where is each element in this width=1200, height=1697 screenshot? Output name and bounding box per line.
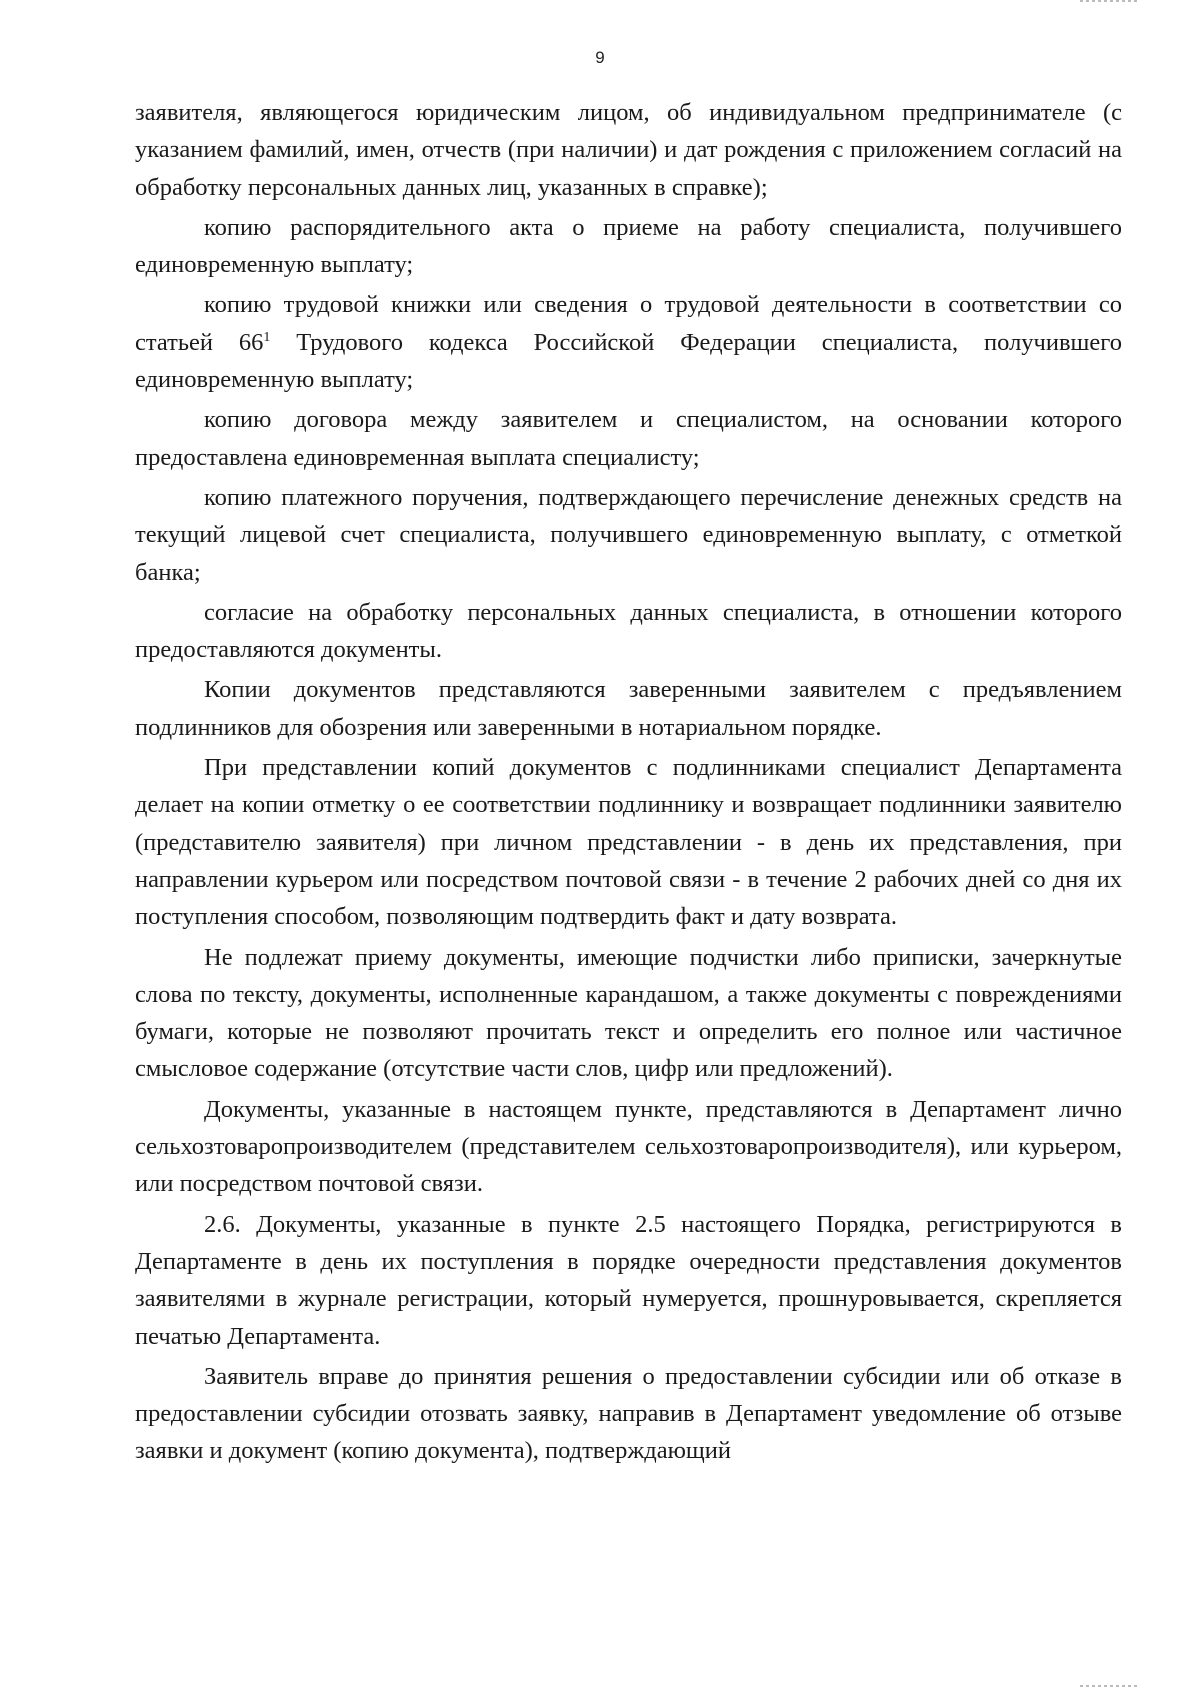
paragraph-contract: копию договора между заявителем и специалистом, на основании которого предоставлена единовременная выплата специалисту; [135, 406, 1122, 471]
paragraph-originals-return: При представлении копий документов с подлинниками специалист Департамента делает на копии отметку о ее соответствии подлиннику и возвращает подлинники заявителю (представителю заявителя) при личном представлении - в день их представления, при направлении курьером или посредством почтовой связи - в течение 2 рабочих дней со дня их поступления способом, позволяющим подтвердить факт и дату возврата. [135, 754, 1122, 931]
paragraph-consent: согласие на обработку персональных данных специалиста, в отношении которого предоставляются документы. [135, 598, 1122, 664]
paragraph-section-2-6: 2.6. Документы, указанные в пункте 2.5 настоящего Порядка, регистрируются в Департаменте в день их поступления в порядке очередности представления документов заявителями в журнале регистрации, который нумеруется, прошнуровывается, скрепляется печатью Департамента. [135, 1210, 1122, 1350]
paragraph-certified-copies: Копии документов представляются заверенными заявителем с предъявлением подлинников для обозрения или заверенными в нотариальном порядке. [135, 676, 1122, 741]
paragraph-labor-book [135, 286, 1122, 398]
labor-book-text-start: копию трудовой книжки или сведения о трудовой деятельности в соответствии со статьей 66 [135, 291, 1122, 356]
paragraph-distribution-act: копию распорядительного акта о приеме на работу специалиста, получившего единовременную выплату; [135, 213, 1122, 279]
scan-edge-mark [1080, 0, 1140, 2]
paragraph-payment-order: копию платежного поручения, подтверждающего перечисление денежных средств на текущий лицевой счет специалиста, получившего единовременную выплату, с отметкой банка; [135, 483, 1122, 586]
scan-edge-mark-bottom [1080, 1685, 1140, 1687]
paragraph-withdrawal: Заявитель вправе до принятия решения о предоставлении субсидии или об отказе в предоставлении субсидии отозвать заявку, направив в Департамент уведомление об отзыве заявки и документ (копию документа), подтверждающий [135, 1362, 1122, 1465]
paragraph-rejection-rules: Не подлежат приему документы, имеющие подчистки либо приписки, зачеркнутые слова по тексту, документы, исполненные карандашом, а также документы с повреждениями бумаги, которые не позволяют прочитать текст и определить его полное или частичное смысловое содержание (отсутствие части слов, цифр или предложений). [135, 943, 1122, 1083]
document-body [135, 94, 1122, 1470]
labor-book-text-end: Трудового кодекса Российской Федерации специалиста, получившего единовременную выплату; [135, 328, 1122, 394]
footnote-superscript: 1 [263, 329, 271, 345]
paragraph-submission-methods: Документы, указанные в настоящем пункте, представляются в Департамент лично сельхозтоваропроизводителем (представителем сельхозтоваропроизводителя), или курьером, или посредством почтовой связи. [135, 1095, 1122, 1198]
paragraph-continuation: заявителя, являющегося юридическим лицом, об индивидуальном предпринимателе (с указанием фамилий, имен, отчеств (при наличии) и дат рождения с приложением согласий на обработку персональных данных лиц, указанных в справке); [135, 99, 1122, 201]
page-number: 9 [595, 48, 605, 67]
